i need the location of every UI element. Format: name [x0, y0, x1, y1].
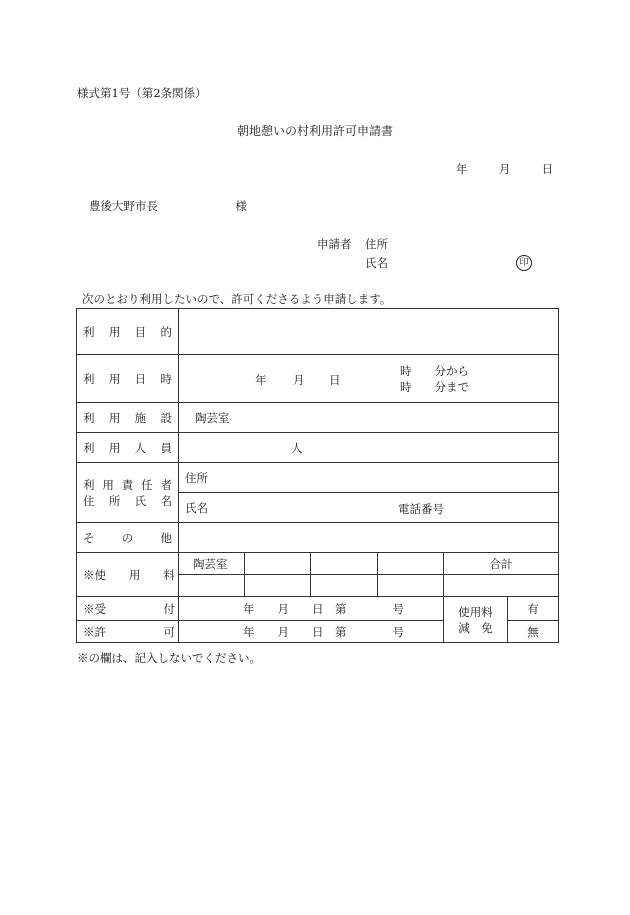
exemption-line-2: 減 免	[458, 620, 493, 635]
row-receipt	[77, 597, 559, 621]
field-facility[interactable]	[179, 403, 559, 433]
fee-total-label: 合計	[444, 553, 559, 575]
datetime-day: 日	[329, 373, 341, 387]
exemption-has[interactable]: 有	[508, 597, 559, 621]
fee-amount-3[interactable]	[311, 575, 378, 597]
label-responsible-1: 利用責任者	[83, 477, 172, 492]
field-other[interactable]	[179, 523, 559, 553]
datetime-year: 年	[255, 373, 267, 387]
field-permit[interactable]	[179, 621, 444, 643]
label-people: 利 用 人 員	[77, 433, 179, 463]
date-line	[456, 162, 553, 176]
applicant-name-label: 氏名	[365, 256, 388, 270]
page-title: 朝地憩いの村利用許可申請書	[237, 124, 394, 138]
field-people[interactable]	[179, 433, 559, 463]
fee-item: 陶芸室	[179, 553, 245, 575]
field-datetime[interactable]	[179, 355, 559, 403]
row-datetime	[77, 355, 559, 403]
field-resp-address[interactable]	[179, 463, 559, 493]
field-receipt[interactable]	[179, 597, 444, 621]
applicant-label: 申請者	[317, 237, 352, 251]
row-fee-1	[77, 553, 559, 575]
resp-name-label: 氏名	[185, 500, 208, 515]
resp-phone-label: 電話番号	[398, 502, 444, 516]
date-month: 月	[498, 162, 511, 176]
label-exemption	[444, 597, 508, 643]
seal-icon: 印	[516, 254, 532, 271]
fee-amount-2[interactable]	[245, 575, 311, 597]
resp-address-label: 住所	[185, 470, 208, 485]
exemption-none[interactable]: 無	[508, 621, 559, 643]
row-people	[77, 433, 559, 463]
fee-amount-4[interactable]	[378, 575, 444, 597]
label-receipt: ※受 付	[77, 597, 179, 621]
datetime-month: 月	[293, 373, 305, 387]
applicant-address-label: 住所	[365, 237, 388, 251]
form-number: 様式第1号（第2条関係）	[77, 86, 207, 100]
date-year: 年	[456, 162, 468, 176]
time-from: 時 分から	[400, 364, 469, 378]
fee-total-value[interactable]	[444, 575, 559, 597]
label-other: そ の 他	[77, 523, 179, 553]
addressee	[89, 199, 247, 213]
field-purpose[interactable]	[179, 309, 559, 355]
label-datetime: 利 用 日 時	[77, 355, 179, 403]
label-fee: ※使 用 料	[77, 553, 179, 597]
permit-date-no: 年 月 日 第 号	[243, 624, 404, 639]
label-responsible-2: 住 所 氏 名	[83, 493, 172, 508]
label-permit: ※許 可	[77, 621, 179, 643]
people-unit: 人	[291, 440, 303, 455]
field-resp-name[interactable]	[179, 493, 559, 523]
row-facility	[77, 403, 559, 433]
receipt-date-no: 年 月 日 第 号	[243, 601, 404, 616]
intro-text: 次のとおり利用したいので、許可くださるよう申請します。	[82, 292, 392, 306]
row-other	[77, 523, 559, 553]
facility-value: 陶芸室	[195, 410, 230, 425]
label-facility: 利 用 施 設	[77, 403, 179, 433]
fee-amount-1[interactable]	[179, 575, 245, 597]
application-table	[76, 308, 559, 643]
fee-cell-1[interactable]	[245, 553, 311, 575]
fee-cell-3[interactable]	[378, 553, 444, 575]
row-responsible-address	[77, 463, 559, 493]
addressee-name: 豊後大野市長	[89, 199, 158, 213]
addressee-honorific: 様	[235, 199, 247, 213]
exemption-line-1: 使用料	[458, 604, 493, 619]
date-day: 日	[541, 162, 554, 176]
label-responsible	[77, 463, 179, 523]
time-to: 時 分まで	[400, 380, 469, 394]
label-purpose: 利 用 目 的	[77, 309, 179, 355]
footnote: ※の欄は、記入しないでください。	[77, 651, 261, 665]
row-purpose	[77, 309, 559, 355]
fee-cell-2[interactable]	[311, 553, 378, 575]
